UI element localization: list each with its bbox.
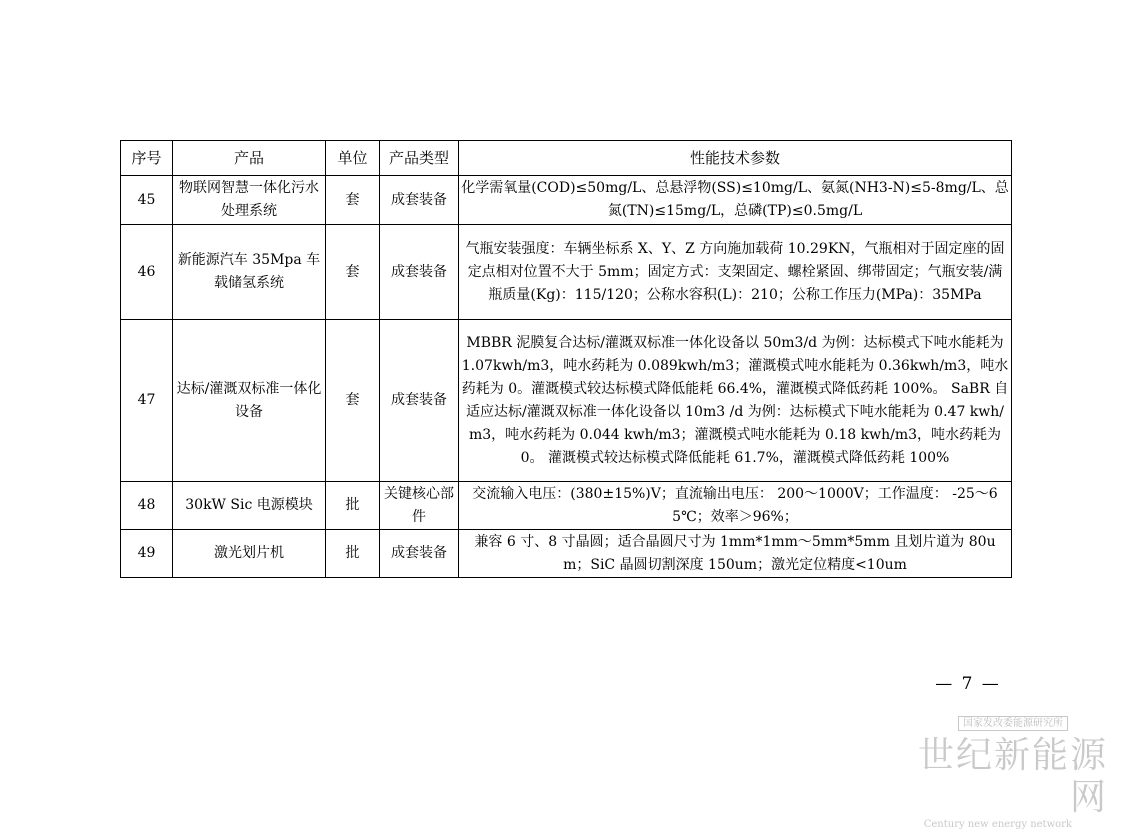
cell-unit: 批 — [326, 530, 380, 578]
watermark-site-name: 世纪新能源网 — [917, 735, 1108, 818]
watermark — [886, 711, 1116, 830]
cell-no: 46 — [121, 225, 173, 320]
table-row — [121, 225, 1012, 320]
table-row — [121, 320, 1012, 482]
header-product: 产品 — [173, 141, 326, 176]
header-no: 序号 — [121, 141, 173, 176]
header-type: 产品类型 — [380, 141, 459, 176]
table-row — [121, 482, 1012, 530]
cell-product: 激光划片机 — [173, 530, 326, 578]
cell-params: MBBR 泥膜复合达标/灌溉双标准一体化设备以 50m3/d 为例：达标模式下吨水能耗为 1.07kwh/m3，吨水药耗为 0.089kwh/m3；灌溉模式吨水能耗为 0.36kwh/m3，吨水药耗为 0。灌溉模式较达标模式降低能耗 66.4%，灌溉模式降低药耗 100%。 SaBR 自适应达标/灌溉双标准一体化设备以 10m3 /d 为例：达标模式下吨水能耗为 0.47 kwh/m3，吨水药耗为 0.044 kwh/m3；灌溉模式吨水能耗为 0.18 kwh/m3，吨水药耗为 0。 灌溉模式较达标模式降低能耗 61.7%，灌溉模式降低药耗 100% — [459, 320, 1012, 482]
cell-unit: 套 — [326, 176, 380, 225]
watermark-box-text: 国家发改委能源研究所 — [958, 716, 1068, 731]
header-params: 性能技术参数 — [459, 141, 1012, 176]
cell-params: 化学需氧量(COD)≤50mg/L、总悬浮物(SS)≤10mg/L、氨氮(NH3-N)≤5-8mg/L、总氮(TN)≤15mg/L，总磷(TP)≤0.5mg/L — [459, 176, 1012, 225]
cell-params: 兼容 6 寸、8 寸晶圆；适合晶圆尺寸为 1mm*1mm～5mm*5mm 且划片道为 80um；SiC 晶圆切割深度 150um；激光定位精度<10um — [459, 530, 1012, 578]
cell-product: 新能源汽车 35Mpa 车载储氢系统 — [173, 225, 326, 320]
cell-product: 达标/灌溉双标准一体化设备 — [173, 320, 326, 482]
cell-no: 45 — [121, 176, 173, 225]
product-spec-table — [120, 140, 1012, 578]
cell-params: 气瓶安装强度：车辆坐标系 X、Y、Z 方向施加载荷 10.29KN，气瓶相对于固定座的固定点相对位置不大于 5mm；固定方式：支架固定、螺栓紧固、绑带固定；气瓶安装/满瓶质量(Kg)：115/120；公称水容积(L)：210；公称工作压力(MPa)：35MPa — [459, 225, 1012, 320]
table-row — [121, 176, 1012, 225]
cell-unit: 套 — [326, 320, 380, 482]
cell-type: 关键核心部件 — [380, 482, 459, 530]
table-row — [121, 530, 1012, 578]
cell-unit: 套 — [326, 225, 380, 320]
cell-params: 交流输入电压：(380±15%)V；直流输出电压： 200～1000V；工作温度： -25～65℃；效率＞96%； — [459, 482, 1012, 530]
cell-type: 成套装备 — [380, 530, 459, 578]
cell-no: 49 — [121, 530, 173, 578]
cell-unit: 批 — [326, 482, 380, 530]
cell-product: 物联网智慧一体化污水处理系统 — [173, 176, 326, 225]
cell-type: 成套装备 — [380, 225, 459, 320]
watermark-site-name-en: Century new energy network — [923, 819, 1072, 830]
cell-no: 47 — [121, 320, 173, 482]
cell-no: 48 — [121, 482, 173, 530]
header-unit: 单位 — [326, 141, 380, 176]
cell-type: 成套装备 — [380, 320, 459, 482]
cell-type: 成套装备 — [380, 176, 459, 225]
table-header-row — [121, 141, 1012, 176]
cell-product: 30kW Sic 电源模块 — [173, 482, 326, 530]
page-number: — 7 — — [935, 674, 1001, 694]
